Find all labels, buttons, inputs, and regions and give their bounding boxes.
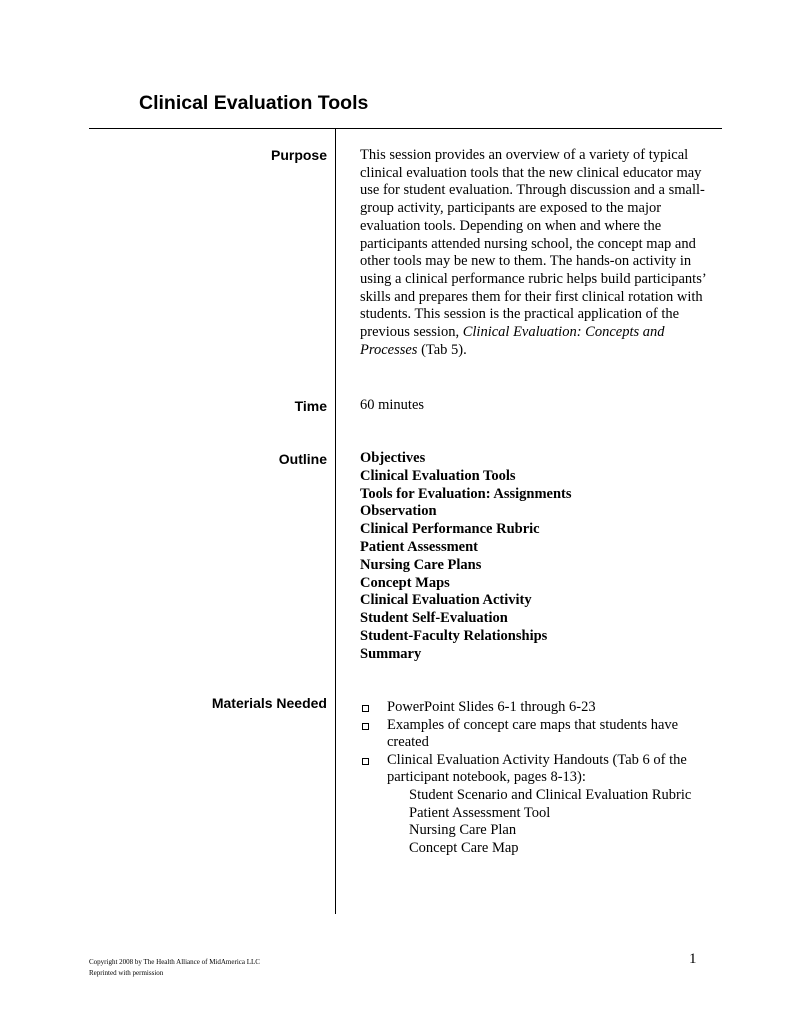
outline-item: Student Self-Evaluation [360, 610, 508, 627]
handout-item: Concept Care Map [409, 839, 519, 856]
time-section [360, 397, 718, 415]
checkbox-bullet-icon [362, 723, 369, 730]
outline-item: Nursing Care Plans [360, 556, 482, 573]
header-divider [89, 128, 722, 129]
page-number: 1 [689, 951, 697, 967]
materials-item [360, 717, 718, 752]
materials-item-text: Examples of concept care maps that students have created [387, 716, 679, 751]
purpose-label: Purpose [270, 147, 327, 163]
copyright-notice: Copyright 2008 by The Health Alliance of MidAmerica LLC [89, 958, 260, 966]
handout-item: Student Scenario and Clinical Evaluation Rubric [409, 786, 692, 803]
outline-item: Concept Maps [360, 574, 450, 591]
purpose-text-end: (Tab 5). [417, 341, 467, 358]
handout-item: Nursing Care Plan [409, 822, 517, 839]
footer [89, 957, 260, 978]
handouts-sublist [387, 787, 718, 857]
outline-item: Clinical Performance Rubric [360, 521, 540, 538]
checkbox-bullet-icon [362, 758, 369, 765]
outline-item: Objectives [360, 450, 426, 466]
permission-notice: Reprinted with permission [89, 968, 164, 977]
purpose-text-main: This session provides an overview of a variety of typical clinical evaluation tools that the new clinical educator may use for student evaluation. Through discussion and a small-group activity, participants are exposed to the major evaluation tools. Depending on when and where the participants attended nursing school, the concept map and other tools may be new to them. The hands-on activity in using a clinical performance rubric helps build participants’ skills and prepares them for their first clinical rotation with students. This session is the practical application of the previous session, [360, 147, 706, 341]
outline-list [360, 450, 718, 664]
purpose-section [360, 147, 718, 359]
purpose-text-italic: Clinical Evaluation: Concepts and Processes [360, 324, 665, 358]
outline-label: Outline [278, 451, 327, 467]
time-value: 60 minutes [360, 397, 425, 413]
outline-item: Clinical Evaluation Activity [360, 592, 532, 609]
outline-item: Student-Faculty Relationships [360, 627, 548, 644]
materials-label: Materials Needed [211, 695, 327, 711]
outline-item: Summary [360, 645, 422, 662]
outline-section [360, 450, 718, 664]
materials-list [360, 699, 718, 857]
materials-item [360, 699, 718, 717]
page-title: Clinical Evaluation Tools [139, 92, 369, 114]
outline-item: Observation [360, 503, 437, 520]
purpose-text [360, 147, 718, 359]
handout-item: Patient Assessment Tool [409, 804, 551, 821]
outline-item: Tools for Evaluation: Assignments [360, 485, 572, 502]
column-divider [335, 128, 336, 914]
checkbox-bullet-icon [362, 705, 369, 712]
materials-section [360, 699, 718, 857]
materials-item-text: Clinical Evaluation Activity Handouts (Tab 6 of the participant notebook, pages 8-13): [387, 751, 687, 786]
outline-item: Patient Assessment [360, 538, 479, 555]
materials-item-text: PowerPoint Slides 6-1 through 6-23 [387, 699, 596, 715]
time-label: Time [294, 398, 327, 414]
outline-item: Clinical Evaluation Tools [360, 467, 516, 484]
materials-item [360, 752, 718, 858]
